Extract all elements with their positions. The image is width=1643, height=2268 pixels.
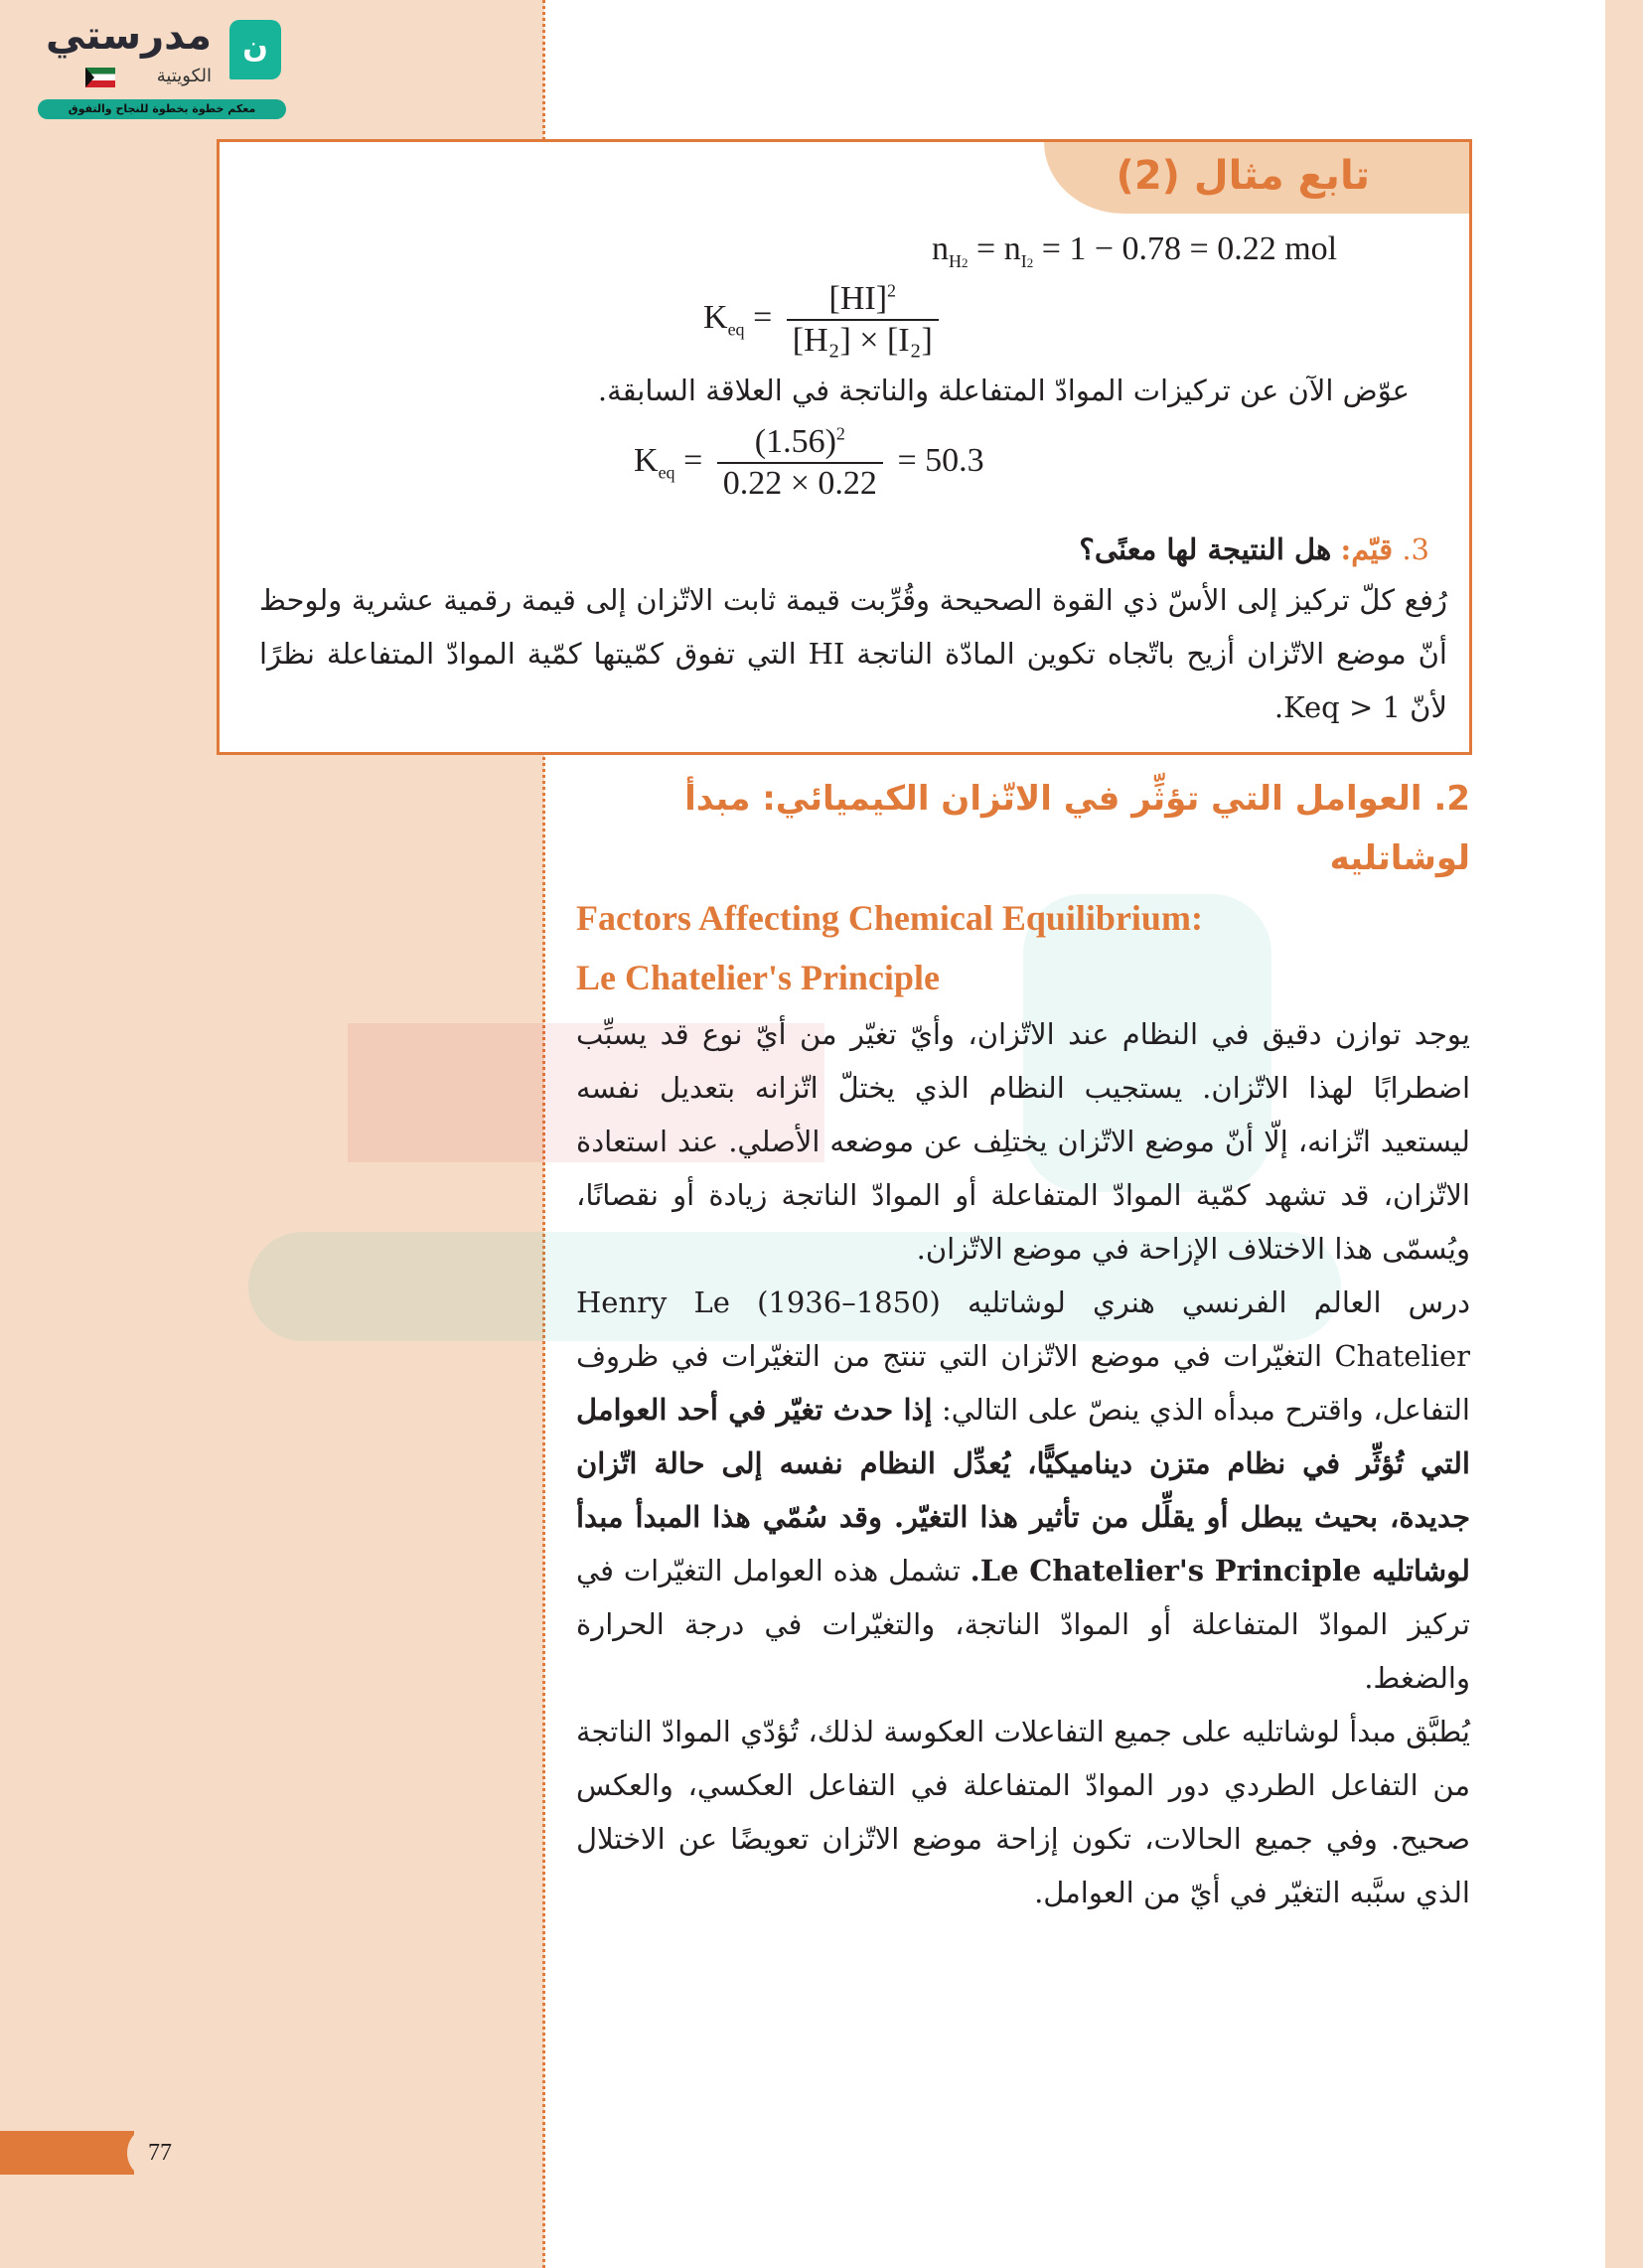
keq-calculation: $K_{eq}$ = $\frac{(1.56)^2}{0.22 \times 0.22}$ = 50.3 [634, 423, 984, 502]
section-title-en-1: Factors Affecting Chemical Equilibrium: [576, 898, 1203, 938]
denominator: [H₂] × [I₂] [792, 322, 933, 359]
right-margin [1605, 0, 1643, 2268]
exponent: 2 [835, 423, 845, 444]
logo-name: مدرستي [45, 13, 212, 59]
step3-text: رُفع كلّ تركيز إلى الأسّ ذي القوة الصحيحة وقُرِّبت قيمة ثابت الاتّزان إلى قيمة رقمية عشرية ولوحظ أنّ موضع الاتّزان أزيح باتّجاه تكوين المادّة الناتجة HI التي تفوق كمّيتها كمّية الموادّ المتفاعلة نظرًا لأنّ 1 < Keq. [259, 583, 1447, 724]
k-symbol: K [703, 298, 728, 336]
logo-subtitle: الكويتية [156, 66, 212, 86]
keq-calc-fraction [717, 422, 883, 504]
keq-result: = 50.3 [897, 441, 984, 479]
step3-label: قيّم: [1340, 532, 1394, 566]
numerator: (1.56) [754, 423, 836, 460]
h-subscript-2: 2 [962, 254, 969, 270]
step3-number: 3. [1402, 532, 1429, 566]
eq-subscript: eq [727, 319, 745, 340]
page-number: 77 [127, 2126, 193, 2180]
logo-tagline: معكم خطوة بخطوة للنجاح والتفوق [38, 99, 286, 119]
kuwait-flag-icon [85, 68, 115, 87]
k-symbol: K [634, 441, 659, 479]
step3-heading [259, 526, 1429, 573]
page-bar [0, 2131, 134, 2175]
eq-subscript: eq [658, 462, 675, 483]
moles-result: = 1 − 0.78 = 0.22 mol [1041, 230, 1338, 267]
para2-factors: تشمل هذه العوامل التغيّرات في تركيز الموادّ المتفاعلة أو الموادّ الناتجة، والتغيّرات في درجة الحرارة والضغط. [576, 1554, 1470, 1695]
exponent: 2 [887, 280, 897, 301]
denominator: 0.22 × 0.22 [722, 465, 877, 502]
step3-question: هل النتيجة لها معنًى؟ [1079, 532, 1332, 566]
moles-equation: $n_{H2} = n_{I2} = 1 - 0.78 = 0.22$ mol [932, 230, 1338, 271]
paragraph-le-chatelier [576, 1276, 1470, 1705]
section-le-chatelier [576, 769, 1470, 1919]
n-symbol: n [932, 230, 949, 267]
section-title-en-2: Le Chatelier's Principle [576, 958, 940, 997]
substitution-instruction: عوّض الآن عن تركيزات الموادّ المتفاعلة والناتجة في العلاقة السابقة. [597, 374, 1410, 407]
logo [38, 14, 286, 123]
section-title-ar-text: العوامل التي تؤثِّر في الاتّزان الكيميائي: مبدأ لوشاتليه [684, 779, 1470, 878]
section-number: 2. [1433, 779, 1470, 819]
para2-intro: درس العالم الفرنسي هنري لوشاتليه (1850–1936) Henry Le Chatelier التغيّرات في موضع الاتّزان التي تنتج من التغيّرات في ظروف التفاعل، واقترح مبدأه الذي ينصّ على التالي: [576, 1285, 1470, 1427]
example-tab [1044, 142, 1469, 214]
paragraph-reversible: يُطبَّق مبدأ لوشاتليه على جميع التفاعلات العكوسة لذلك، تُؤدّي الموادّ الناتجة من التفاعل الطردي دور الموادّ المتفاعلة في التفاعل العكسي، والعكس صحيح. وفي جميع الحالات، تكون إزاحة موضع الاتّزان تعويضًا عن الاختلال الذي سبَّبه التغيّر في أيّ من العوامل. [576, 1715, 1470, 1909]
keq-fraction [787, 279, 939, 361]
h-subscript: H [949, 250, 962, 271]
logo-mark-icon: ن [229, 20, 281, 79]
principle-statement: إذا حدث تغيّر في أحد العوامل التي تُؤثِّر في نظام متزن ديناميكيًّا، يُعدِّل النظام نفسه إلى حالة اتّزان جديدة، بحيث يبطل أو يقلِّل من تأثير هذا التغيّر. وقد سُمّي هذا المبدأ مبدأ لوشاتليه Le Chatelier's Principle. [576, 1393, 1470, 1588]
paragraph-equilibrium-balance: يوجد توازن دقيق في النظام عند الاتّزان، وأيّ تغيّر من أيّ نوع قد يسبِّب اضطرابًا لهذا الاتّزان. يستجيب النظام الذي يختلّ اتّزانه بتعديل نفسه ليستعيد اتّزانه، إلّا أنّ موضع الاتّزان يختلِف عن موضعه الأصلي. عند استعادة الاتّزان، قد تشهد كمّية الموادّ المتفاعلة أو الموادّ الناتجة زيادة أو نقصانًا، ويُسمّى هذا الاختلاف الإزاحة في موضع الاتّزان. [576, 1017, 1470, 1266]
page-content [217, 139, 1472, 1919]
section-title-ar [576, 769, 1470, 888]
i-subscript: I [1020, 250, 1027, 271]
example-title: تابع مثال (2) [1116, 153, 1370, 199]
numerator: [HI] [828, 280, 888, 317]
keq-expression: $K_{eq}$ = $\frac{[HI]^2}{\text{[H₂] × [I₂]}}$ [703, 279, 1429, 361]
i-subscript-2: 2 [1026, 254, 1034, 270]
example-box [217, 139, 1472, 755]
n-symbol: n [1003, 230, 1021, 267]
